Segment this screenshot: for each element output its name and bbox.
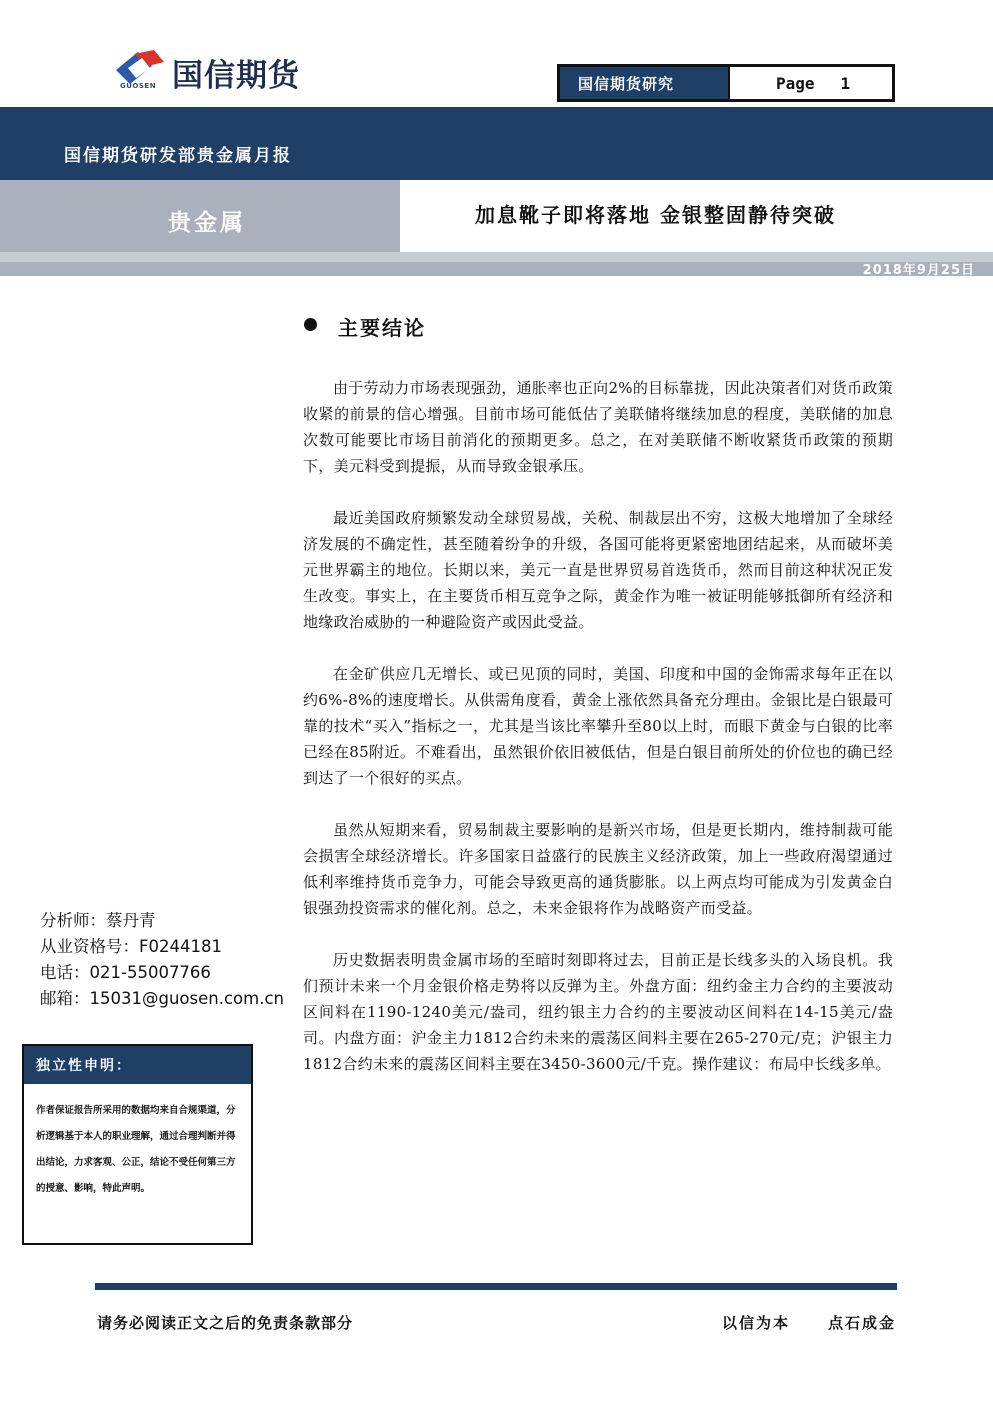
paragraph: 最近美国政府频繁发动全球贸易战，关税、制裁层出不穷，这极大地增加了全球经济发展的不确定性，甚至随着纷争的升级，各国可能将更紧密地团结起来，从而破坏美元世界霸主的地位。长期以来，美元一直是世界贸易首选货币，然而目前这种状况正发生改变。事实上，在主要货币相互竞争之际，黄金作为唯一被证明能够抵御所有经济和地缘政治威胁的一种避险资产或因此受益。 (303, 509, 893, 631)
analyst-name: 分析师：蔡丹青 (40, 911, 156, 930)
independence-statement (22, 1044, 253, 1245)
page-number: 1 (840, 73, 851, 93)
date-divider (0, 252, 993, 262)
date-strip (0, 262, 993, 276)
logo-wordmark: 国信期货 (172, 58, 300, 94)
conclusions-body (303, 375, 893, 1103)
statement-text: 作者保证报告所采用的数据均来自合规渠道，分析逻辑基于本人的职业理解，通过合理判断并得出结论，力求客观、公正，结论不受任何第三方的授意、影响，特此声明。 (36, 1105, 236, 1194)
analyst-info (40, 908, 284, 1012)
report-date: 2018年9月25日 (862, 263, 975, 278)
research-label: 国信期货研究 (560, 67, 728, 99)
analyst-email: 邮箱：15031@guosen.com.cn (40, 989, 284, 1008)
paragraph: 历史数据表明贵金属市场的至暗时刻即将过去，目前正是长线多头的入场良机。我们预计未来一个月金银价格走势将以反弹为主。外盘方面：纽约金主力合约的主要波动区间料在1190-1240美元/盎司，纽约银主力合约的主要波动区间料在14-15美元/盎司。内盘方面：沪金主力1812合约未来的震荡区间料主要在265-270元/克；沪银主力1812合约未来的震荡区间料主要在3450-3600元/千克。操作建议：布局中长线多单。 (303, 951, 893, 1073)
section-title: 主要结论 (338, 316, 426, 340)
analyst-license: 从业资格号：F0244181 (40, 937, 222, 956)
sector-label: 贵金属 (168, 210, 246, 236)
logo-subtitle: GUOSEN (120, 82, 157, 90)
bullet-icon (304, 318, 317, 331)
analyst-phone: 电话：021-55007766 (40, 963, 211, 982)
paragraph: 虽然从短期来看，贸易制裁主要影响的是新兴市场，但是更长期内，维持制裁可能会损害全球经济增长。许多国家日益盛行的民族主义经济政策，加上一些政府渴望通过低利率维持货币竞争力，可能会导致更高的通货膨胀。以上两点均可能成为引发黄金白银强劲投资需求的催化剂。总之，未来金银将作为战略资产而受益。 (303, 821, 893, 917)
footer-slogan-1: 以信为本 (722, 1314, 791, 1332)
report-title: 国信期货研发部贵金属月报 (64, 146, 292, 166)
footer-divider (95, 1283, 897, 1290)
company-logo (112, 48, 352, 94)
page-number-box (728, 67, 892, 99)
paragraph: 在金矿供应几无增长、或已见顶的同时，美国、印度和中国的金饰需求每年正在以约6%-8%的速度增长。从供需角度看，黄金上涨依然具备充分理由。金银比是白银最可靠的技术“买入”指标之一，尤其是当该比率攀升至80以上时，而眼下黄金与白银的比率已经在85附近。不难看出，虽然银价依旧被低估，但是白银目前所处的价位也的确已经到达了一个很好的买点。 (303, 665, 893, 787)
page-indicator (557, 64, 895, 102)
footer-slogan-2: 点石成金 (828, 1314, 897, 1332)
headline: 加息靴子即将落地 金银整固静待突破 (475, 203, 836, 227)
paragraph: 由于劳动力市场表现强劲，通胀率也正向2%的目标靠拢，因此决策者们对货币政策收紧的前景的信心增强。目前市场可能低估了美联储将继续加息的程度，美联储的加息次数可能要比市场目前消化的预期更多。总之，在对美联储不断收紧货币政策的预期下，美元料受到提振，从而导致金银承压。 (303, 379, 893, 475)
page-label: Page (776, 73, 815, 93)
footer-disclaimer-note: 请务必阅读正文之后的免责条款部分 (97, 1314, 354, 1332)
statement-title: 独立性申明： (24, 1046, 251, 1084)
